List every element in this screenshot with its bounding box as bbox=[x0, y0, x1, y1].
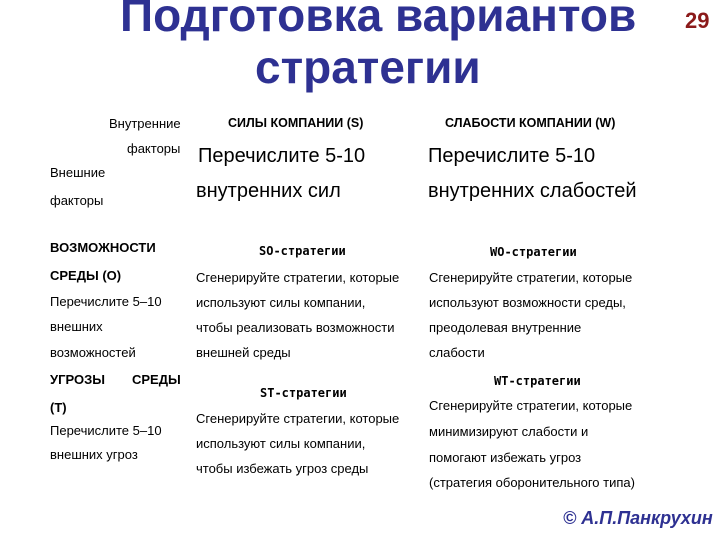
threats-label-2: (T) bbox=[50, 400, 67, 415]
wo-text-4: слабости bbox=[429, 345, 485, 360]
weaknesses-desc-2: внутренних слабостей bbox=[428, 180, 637, 202]
threats-label: УГРОЗЫ bbox=[50, 372, 105, 387]
wt-text-4: (стратегия оборонительного типа) bbox=[429, 475, 635, 490]
so-strategies-title: SO-стратегии bbox=[259, 244, 346, 258]
st-text-1: Сгенерируйте стратегии, которые bbox=[196, 411, 400, 426]
external-factors-label: Внешние bbox=[50, 165, 106, 180]
slide-title-line2: стратегии bbox=[255, 41, 481, 93]
opportunities-desc-2: внешних bbox=[50, 319, 103, 334]
external-factors-label-2: факторы bbox=[50, 193, 104, 208]
threats-desc-1: Перечислите 5–10 bbox=[50, 423, 162, 438]
weaknesses-column-header: СЛАБОСТИ КОМПАНИИ (W) bbox=[445, 116, 616, 130]
so-text-1: Сгенерируйте стратегии, которые bbox=[196, 270, 400, 285]
internal-factors-label-2: факторы bbox=[127, 141, 181, 156]
so-text-2: используют силы компании, bbox=[196, 295, 366, 310]
wt-text-2: минимизируют слабости и bbox=[429, 424, 589, 439]
wo-text-1: Сгенерируйте стратегии, которые bbox=[429, 270, 633, 285]
weaknesses-desc-1: Перечислите 5-10 bbox=[428, 145, 596, 167]
st-text-2: используют силы компании, bbox=[196, 436, 366, 451]
opportunities-desc-3: возможностей bbox=[50, 345, 136, 360]
so-text-4: внешней среды bbox=[196, 345, 291, 360]
threats-label-env: СРЕДЫ bbox=[132, 372, 181, 387]
copyright-label: © А.П.Панкрухин bbox=[563, 508, 713, 528]
opportunities-desc-1: Перечислите 5–10 bbox=[50, 294, 162, 309]
wo-text-3: преодолевая внутренние bbox=[429, 320, 582, 335]
strengths-desc-1: Перечислите 5-10 bbox=[198, 145, 366, 167]
threats-desc-2: внешних угроз bbox=[50, 447, 138, 462]
internal-factors-label: Внутренние bbox=[109, 116, 181, 131]
slide-title-line1: Подготовка вариантов bbox=[120, 0, 637, 41]
opportunities-label: ВОЗМОЖНОСТИ bbox=[50, 240, 156, 255]
st-strategies-title: ST-стратегии bbox=[260, 386, 347, 400]
strengths-column-header: СИЛЫ КОМПАНИИ (S) bbox=[228, 116, 364, 130]
st-text-3: чтобы избежать угроз среды bbox=[196, 461, 369, 476]
strengths-desc-2: внутренних сил bbox=[196, 180, 341, 202]
opportunities-label-2: СРЕДЫ (O) bbox=[50, 268, 122, 283]
so-text-3: чтобы реализовать возможности bbox=[196, 320, 395, 335]
wt-text-3: помогают избежать угроз bbox=[429, 450, 582, 465]
wo-text-2: используют возможности среды, bbox=[429, 295, 626, 310]
wt-strategies-title: WT-стратегии bbox=[494, 374, 581, 388]
wt-text-1: Сгенерируйте стратегии, которые bbox=[429, 398, 633, 413]
page-number: 29 bbox=[685, 8, 710, 33]
wo-strategies-title: WO-стратегии bbox=[490, 245, 577, 259]
